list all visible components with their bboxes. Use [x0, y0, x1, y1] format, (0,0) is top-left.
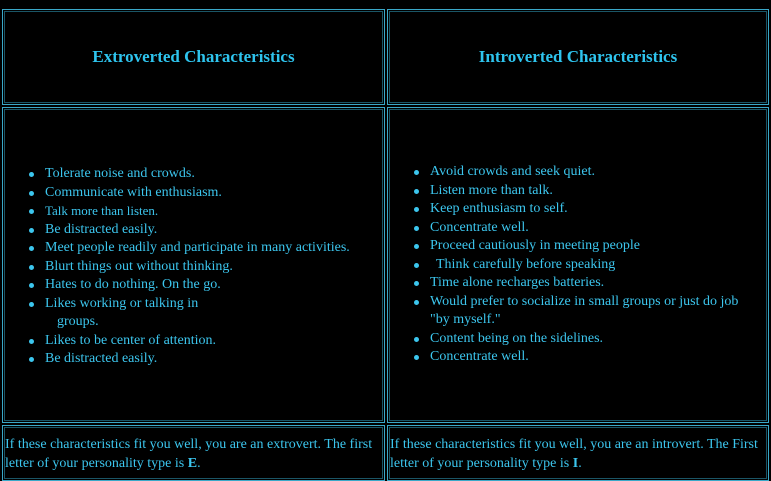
list-item: Would prefer to socialize in small groups or just do job "by myself.": [412, 293, 757, 330]
list-item: Communicate with enthusiasm.: [27, 184, 350, 203]
extrovert-list: [27, 165, 350, 369]
list-item: Concentrate well.: [412, 219, 757, 238]
list-item: Be distracted easily.: [27, 221, 350, 240]
introvert-footer-cell: [387, 425, 769, 481]
list-item: Avoid crowds and seek quiet.: [412, 163, 757, 182]
list-item: Likes working or talking in groups.: [27, 295, 350, 332]
list-item-continuation: groups.: [57, 314, 99, 329]
list-item: Blurt things out without thinking.: [27, 258, 350, 277]
list-item: Time alone recharges batteries.: [412, 274, 757, 293]
extrovert-footer-text: If these characteristics fit you well, you are an extrovert. The first letter of your personality type is E.: [5, 437, 373, 471]
introvert-footer-text: If these characteristics fit you well, you are an introvert. The First letter of your personality type is I.: [390, 437, 758, 471]
list-item: Hates to do nothing. On the go.: [27, 276, 350, 295]
list-item: Proceed cautiously in meeting people: [412, 237, 757, 256]
extrovert-footer-cell: [2, 425, 385, 481]
introvert-list-cell: [387, 107, 769, 423]
extrovert-header-cell: [2, 9, 385, 105]
introvert-heading: Introverted Characteristics: [478, 47, 678, 66]
list-item: Talk more than listen.: [27, 202, 350, 221]
extrovert-type-letter: E: [187, 456, 198, 471]
list-item: Keep enthusiasm to self.: [412, 200, 757, 219]
list-item: Tolerate noise and crowds.: [27, 165, 350, 184]
introvert-list: [412, 163, 757, 367]
list-item: Think carefully before speaking: [412, 256, 757, 275]
list-item: Concentrate well.: [412, 348, 757, 367]
list-item: Be distracted easily.: [27, 350, 350, 369]
introvert-type-letter: I: [572, 456, 579, 471]
list-item: Meet people readily and participate in many activities.: [27, 239, 350, 258]
extrovert-heading: Extroverted Characteristics: [92, 47, 295, 66]
list-item: Listen more than talk.: [412, 182, 757, 201]
extrovert-list-cell: [2, 107, 385, 423]
list-item: Likes to be center of attention.: [27, 332, 350, 351]
introvert-header-cell: [387, 9, 769, 105]
list-item: Content being on the sidelines.: [412, 330, 757, 349]
